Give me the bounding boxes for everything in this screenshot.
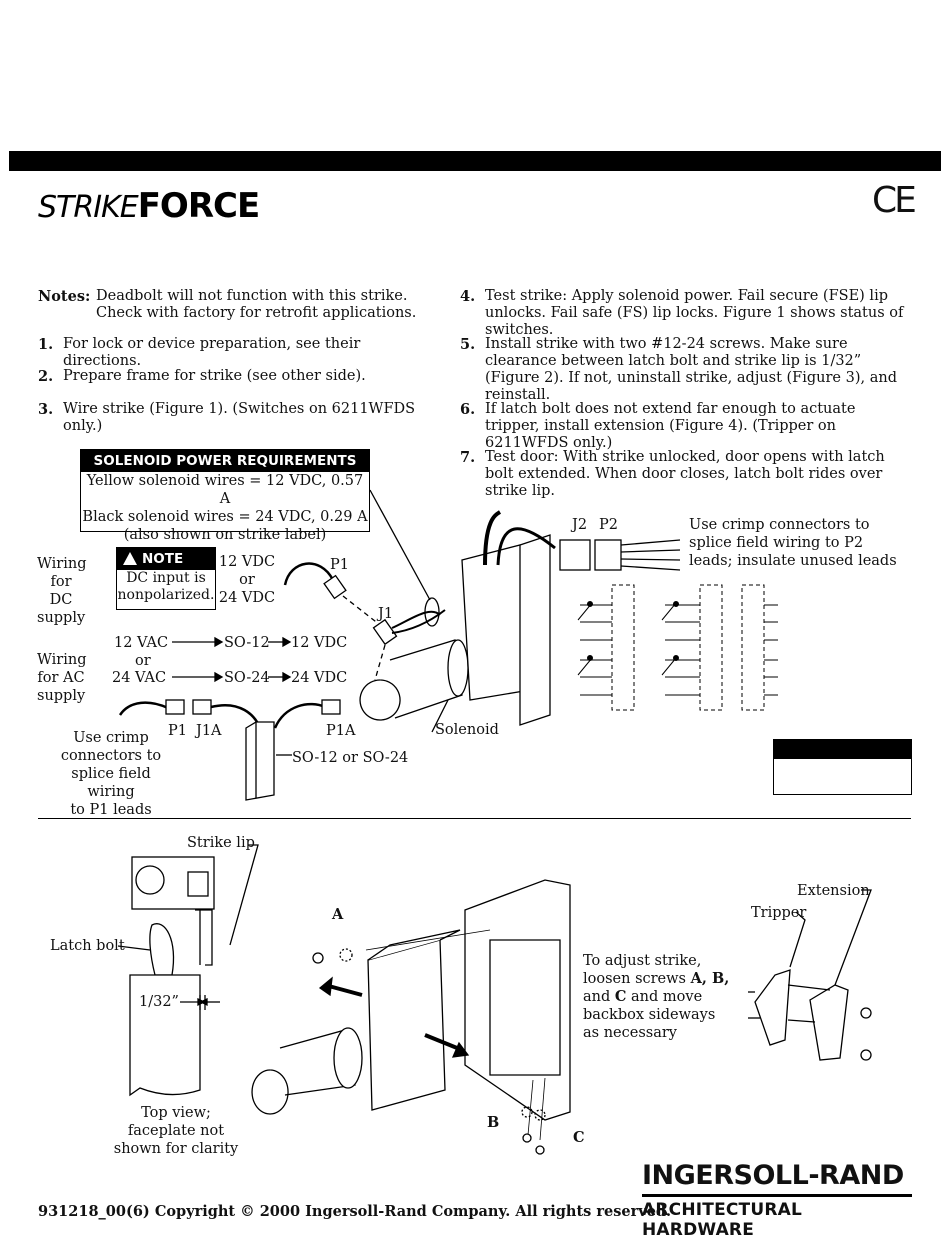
- figure-3-art: [252, 880, 570, 1154]
- solenoid-flange: [448, 640, 468, 696]
- label-top-view: Top view; faceplate not shown for clarity: [113, 1105, 239, 1157]
- ac-wire-left: [120, 703, 168, 715]
- dashed-link: [343, 596, 380, 625]
- adjust-line-3b: and move: [626, 989, 703, 1005]
- ingersoll-rand-logo: [642, 1160, 912, 1240]
- p2-lead: [621, 559, 680, 560]
- adjust-screw-c: C: [614, 988, 627, 1005]
- so-wire-right: [275, 704, 325, 728]
- logo-strike-text: STRIKE: [38, 190, 138, 225]
- label-solenoid: Solenoid: [435, 722, 499, 738]
- p1a-connector: [322, 700, 340, 714]
- brand-division: ARCHITECTURAL HARDWARE: [642, 1200, 803, 1240]
- solenoid-line-label: (also shown on strike label): [123, 527, 327, 543]
- switch-schematic-open: [742, 585, 778, 710]
- label-latch-bolt: Latch bolt: [50, 938, 125, 954]
- solenoid-callout-line: [370, 490, 430, 600]
- blank-label-box-header: [774, 740, 911, 759]
- label-j2: J2: [572, 517, 588, 533]
- label-p2: P2: [599, 517, 618, 533]
- figure-2-art: [118, 845, 258, 1095]
- section-divider: [38, 818, 911, 819]
- solenoid-line-black: Black solenoid wires = 24 VDC, 0.29 A: [82, 509, 368, 525]
- solenoid-power-box: [80, 449, 370, 543]
- step-text: Install strike with two #12-24 screws. Make sure clearance between latch bolt and strike lip is 1/32” (Figure 2). If not, uninstall strike, adjust (Figure 3), and reinstall.: [485, 336, 897, 403]
- switch-schematic-fse: [578, 585, 634, 710]
- note-line2: nonpolarized.: [117, 587, 215, 603]
- step-number: 5.: [460, 336, 476, 353]
- strike-faceplate: [520, 535, 550, 725]
- blank-label-box: [773, 739, 912, 795]
- label-ac-or: or: [135, 653, 151, 669]
- p2-lead: [621, 540, 680, 545]
- label-wiring-dc: Wiring for DC supply: [37, 556, 87, 626]
- adjust-line-1: To adjust strike,: [583, 953, 702, 969]
- step-text: For lock or device preparation, see their directions.: [63, 336, 361, 369]
- step-number: 6.: [460, 401, 476, 418]
- label-strike-lip: Strike lip: [187, 835, 255, 851]
- copyright-footer: 931218_00(6) Copyright © 2000 Ingersoll-Rand Company. All rights reserved.: [38, 1203, 672, 1220]
- logo-force-text: FORCE: [137, 186, 260, 226]
- switch-schematic-fs: [662, 585, 722, 710]
- label-so-converter: SO-12 or SO-24: [292, 750, 409, 766]
- label-wiring-ac: Wiring for AC supply: [37, 652, 87, 704]
- label-extension: Extension: [797, 883, 870, 899]
- ce-mark: CE: [872, 180, 914, 221]
- j2-connector: [560, 540, 590, 570]
- label-so24: SO-24: [224, 670, 270, 686]
- adjust-screws-ab: A, B,: [690, 970, 730, 987]
- brand-name: INGERSOLL-RAND: [642, 1160, 904, 1191]
- label-24vdc-out: 24 VDC: [291, 670, 348, 686]
- arrowhead: [283, 673, 290, 681]
- adjust-line-2: loosen screws: [583, 971, 691, 987]
- step-number: 1.: [38, 336, 54, 353]
- p2-lead: [621, 566, 680, 570]
- notes-line1: Deadbolt will not function with this strike.: [96, 288, 408, 304]
- note-header: [117, 548, 215, 570]
- step-text: Prepare frame for strike (see other side).: [63, 368, 366, 384]
- label-j1a: J1A: [196, 723, 222, 739]
- label-dc-voltage: 12 VDC or 24 VDC: [218, 554, 276, 606]
- p1-ac-connector: [166, 700, 184, 714]
- solenoid-line-yellow: Yellow solenoid wires = 12 VDC, 0.57 A: [86, 473, 364, 507]
- label-12vac: 12 VAC: [114, 635, 169, 651]
- label-gap: 1/32”: [139, 994, 179, 1010]
- label-j1: J1: [378, 606, 394, 622]
- so-converter-box: [246, 722, 274, 800]
- j1a-connector: [193, 700, 211, 714]
- note-title: NOTE: [142, 551, 184, 567]
- notes-line2: Check with factory for retrofit applications.: [96, 305, 417, 321]
- label-24vac: 24 VAC: [112, 670, 167, 686]
- arrowhead: [283, 638, 290, 646]
- dashed-link-2: [375, 645, 385, 680]
- label-12vdc-out: 12 VDC: [291, 635, 348, 651]
- step-number: 2.: [38, 368, 54, 385]
- note-line1: DC input is: [126, 570, 206, 586]
- label-p1-ac: P1: [168, 723, 187, 739]
- note-box: [116, 547, 216, 610]
- step-number: 4.: [460, 288, 476, 305]
- label-tripper: Tripper: [751, 905, 807, 921]
- label-p1a: P1A: [326, 723, 356, 739]
- step-text: Test door: With strike unlocked, door opens with latch bolt extended. When door closes, latch bolt rides over strike lip.: [485, 449, 885, 499]
- label-screw-c: C: [573, 1129, 585, 1146]
- arrowhead: [215, 673, 222, 681]
- label-p1: P1: [330, 557, 349, 573]
- step-number: 7.: [460, 449, 476, 466]
- step-number: 3.: [38, 401, 54, 418]
- label-crimp-right: Use crimp connectors to splice field wiring to P2 leads; insulate unused leads: [689, 517, 897, 569]
- label-screw-a: A: [332, 906, 344, 923]
- adjust-line-3a: and: [583, 989, 615, 1005]
- p2-connector: [595, 540, 621, 570]
- step-text: Test strike: Apply solenoid power. Fail secure (FSE) lip unlocks. Fail safe (FS) lip locks. Figure 1 shows status of switches.: [485, 288, 904, 338]
- arrowhead: [215, 638, 222, 646]
- brand-rule: [642, 1194, 912, 1197]
- p2-lead: [621, 550, 680, 552]
- adjust-line-5: as necessary: [583, 1025, 677, 1041]
- step-text: Wire strike (Figure 1). (Switches on 6211WFDS only.): [63, 401, 416, 434]
- label-so12: SO-12: [224, 635, 270, 651]
- solenoid-power-title: SOLENOID POWER REQUIREMENTS: [81, 450, 369, 472]
- label-adjust-instructions: [583, 952, 729, 1042]
- warning-icon: [123, 552, 137, 565]
- step-text: If latch bolt does not extend far enough to actuate tripper, install extension (Figure 4). (Tripper on 6211WFDS only.): [485, 401, 856, 451]
- label-screw-b: B: [487, 1114, 500, 1131]
- notes-label: Notes:: [38, 288, 91, 305]
- solenoid-end: [360, 680, 400, 720]
- p1-connector: [324, 576, 346, 599]
- label-crimp-left: Use crimp connectors to splice field wiring to P1 leads: [60, 730, 162, 818]
- adjust-line-4: backbox sideways: [583, 1007, 716, 1023]
